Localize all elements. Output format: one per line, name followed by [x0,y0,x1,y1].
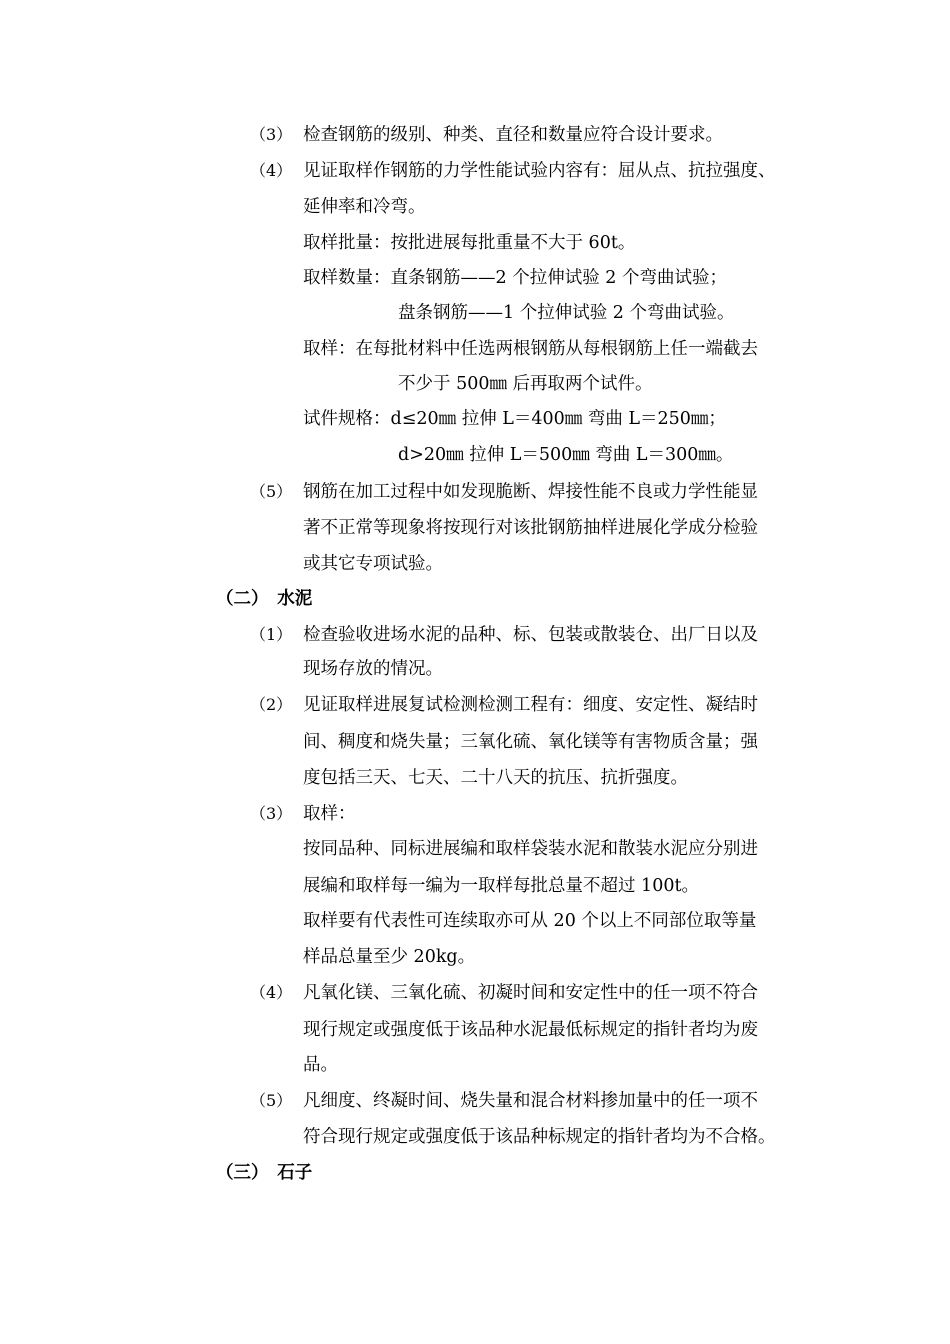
paragraph-line: 检查钢筋的级别、种类、直径和数量应符合设计要求。 [303,125,723,145]
sampling-method-line: 不少于 500㎜ 后再取两个试件。 [398,374,653,394]
paragraph-line: 延伸率和冷弯。 [303,197,426,217]
paragraph-line: 见证取样作钢筋的力学性能试验内容有：屈从点、抗拉强度、 [303,161,776,181]
paragraph-line: 现场存放的情况。 [303,659,443,679]
sampling-batch-line: 取样批量：按批进展每批重量不大于 60t。 [303,233,636,253]
item-number: （5） [250,482,293,501]
paragraph-line: 间、稠度和烧失量；三氧化硫、氧化镁等有害物质含量；强 [303,732,758,752]
item-number: （5） [250,1091,293,1110]
paragraph-line: 取样： [303,804,356,824]
paragraph-line: 品。 [303,1055,338,1075]
paragraph-line: 凡氧化镁、三氧化硫、初凝时间和安定性中的任一项不符合 [303,983,758,1003]
specimen-spec-line: d>20㎜ 拉伸 L＝500㎜ 弯曲 L＝300㎜。 [398,445,734,465]
sampling-quantity-line: 盘条钢筋——1 个拉伸试验 2 个弯曲试验。 [398,303,735,323]
paragraph-line: 钢筋在加工过程中如发现脆断、焊接性能不良或力学性能显 [303,482,758,502]
item-number: （1） [250,625,293,644]
paragraph-line: 展编和取样每一编为一取样每批总量不超过 100t。 [303,876,699,896]
section-heading-cement: （二） 水泥 [216,589,313,609]
paragraph-line: 凡细度、终凝时间、烧失量和混合材料掺加量中的任一项不 [303,1091,758,1111]
specimen-spec-line: 试件规格：d≤20㎜ 拉伸 L＝400㎜ 弯曲 L＝250㎜； [303,409,726,429]
sampling-quantity-line: 取样数量：直条钢筋——2 个拉伸试验 2 个弯曲试验； [303,268,727,288]
paragraph-line: 按同品种、同标进展编和取样袋装水泥和散装水泥应分别进 [303,839,758,859]
sampling-method-line: 取样：在每批材料中任选两根钢筋从每根钢筋上任一端截去 [303,339,758,359]
item-number: （4） [250,983,293,1002]
item-number: （4） [250,161,293,180]
item-number: （3） [250,804,293,823]
paragraph-line: 现行规定或强度低于该品种水泥最低标规定的指针者均为废 [303,1020,758,1040]
section-heading-stone: （三） 石子 [216,1163,313,1183]
paragraph-line: 见证取样进展复试检测检测工程有：细度、安定性、凝结时 [303,695,758,715]
paragraph-line: 著不正常等现象将按现行对该批钢筋抽样进展化学成分检验 [303,518,758,538]
paragraph-line: 检查验收进场水泥的品种、标、包装或散装仓、出厂日以及 [303,625,758,645]
paragraph-line: 或其它专项试验。 [303,554,443,574]
paragraph-line: 符合现行规定或强度低于该品种标规定的指针者均为不合格。 [303,1127,776,1147]
item-number: （2） [250,695,293,714]
paragraph-line: 样品总量至少 20kg。 [303,947,476,967]
item-number: （3） [250,125,293,144]
paragraph-line: 度包括三天、七天、二十八天的抗压、抗折强度。 [303,768,688,788]
paragraph-line: 取样要有代表性可连续取亦可从 20 个以上不同部位取等量 [303,911,757,931]
